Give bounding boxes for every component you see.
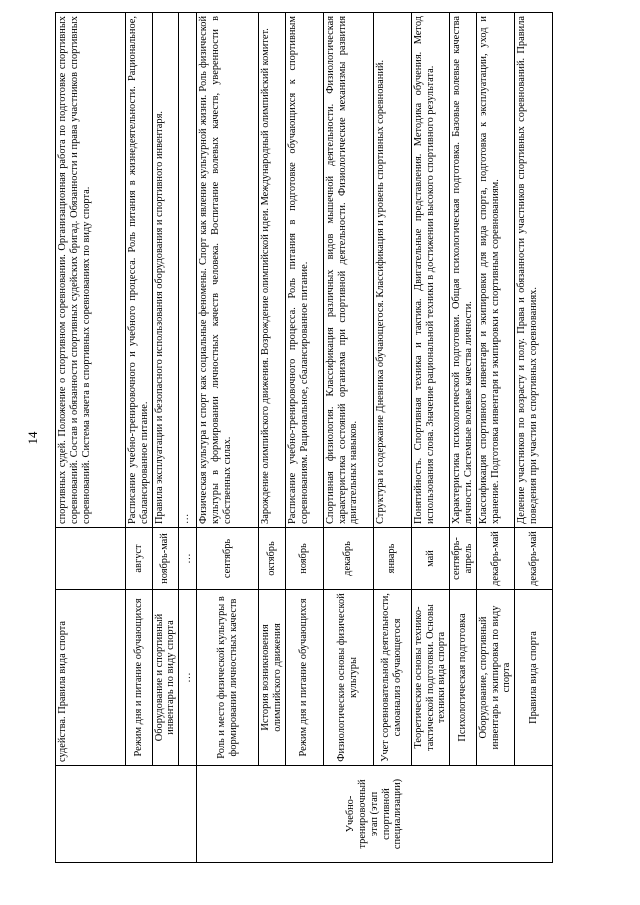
table-row — [126, 13, 153, 863]
topic-cell: Режим дня и питание обучающихся — [126, 590, 153, 766]
content-cell: спортивных судей. Положение о спортивном соревновании. Организационная работа по подготовке спортивных соревнований. Состав и обязанности спортивных судейских бригад. Обязанности и права участников спортивных соревнований. Система зачета в спортивных соревнованиях по виду спорта. — [56, 13, 126, 528]
topic-cell: судейства. Правила вида спорта — [56, 590, 126, 766]
content-cell: Физическая культура и спорт как социальные феномены. Спорт как явление культурной жизни. Роль физической культуры в формировании личностных качеств человека. Воспитание волевых качеств, уверенности в собственных силах. — [197, 13, 259, 528]
topic-cell: Оборудование и спортивный инвентарь по виду спорта — [152, 590, 179, 766]
topic-cell: … — [179, 590, 197, 766]
month-cell: ноябрь — [285, 528, 323, 590]
month-cell: октябрь — [259, 528, 286, 590]
month-cell: август — [126, 528, 153, 590]
stage-cell-continued — [56, 766, 197, 863]
content-cell: Расписание учебно-тренировочного и учебного процесса. Роль питания в жизнедеятельности. Рациональное, сбалансированное питание. — [126, 13, 153, 528]
content-cell: … — [179, 13, 197, 528]
topic-cell: История возникновения олимпийского движения — [259, 590, 286, 766]
content-cell: Характеристика психологической подготовки. Общая психологическая подготовка. Базовые волевые качества личности. Системные волевые качества личности. — [450, 13, 477, 528]
topic-cell: Правила вида спорта — [515, 590, 553, 766]
topic-cell: Режим дня и питание обучающихся — [285, 590, 323, 766]
table-row — [285, 13, 323, 863]
month-cell: январь — [373, 528, 411, 590]
table-row — [373, 13, 411, 863]
content-cell: Понятийность. Спортивная техника и тактика. Двигательные представления. Методика обучения. Метод использования слова. Значение рациональной техники в достижении высокого спортивного результата. — [411, 13, 449, 528]
table-row — [197, 13, 259, 863]
content-cell: Структура и содержание Дневника обучающегося. Классификация и уровень спортивных соревнований. — [373, 13, 411, 528]
month-cell: декабрь — [323, 528, 373, 590]
table-row — [56, 13, 126, 863]
table-row — [450, 13, 477, 863]
table-row — [259, 13, 286, 863]
content-cell: Классификация спортивного инвентаря и экипировки для вида спорта, подготовка к эксплуатации, уход и хранение. Подготовка инвентаря и экипировки к спортивным соревнованиям. — [476, 13, 514, 528]
table-row — [411, 13, 449, 863]
content-cell: Зарождение олимпийского движения. Возрождение олимпийской идеи. Международный олимпийский комитет. — [259, 13, 286, 528]
content-cell: Правила эксплуатации и безопасного использования оборудования и спортивного инвентаря. — [152, 13, 179, 528]
month-cell: май — [411, 528, 449, 590]
month-cell: ноябрь-май — [152, 528, 179, 590]
month-cell: сентябрь-апрель — [450, 528, 477, 590]
topic-cell: Роль и место физической культуры в формировании личностных качеств — [197, 590, 259, 766]
topic-cell: Теоретические основы технико-тактической подготовки. Основы техники вида спорта — [411, 590, 449, 766]
content-cell: Деление участников по возрасту и полу. Права и обязанности участников спортивных соревнований. Правила поведения при участии в спортивных соревнованиях. — [515, 13, 553, 528]
page-number: 14 — [25, 431, 40, 445]
topic-cell: Психологическая подготовка — [450, 590, 477, 766]
topic-cell: Учет соревновательной деятельности, самоанализ обучающегося — [373, 590, 411, 766]
stage-cell: Учебно-тренировочный этап (этап спортивной специализации) — [197, 766, 553, 863]
table-row — [179, 13, 197, 863]
topic-cell: Оборудование, спортивный инвентарь и экипировка по виду спорта — [476, 590, 514, 766]
content-cell: Расписание учебно-тренировочного процесса. Роль питания в подготовке обучающихся к спортивным соревнованиям. Рациональное, сбалансированное питание. — [285, 13, 323, 528]
month-cell: сентябрь — [197, 528, 259, 590]
rotated-page — [25, 13, 600, 863]
month-cell: декабрь-май — [515, 528, 553, 590]
table-row — [323, 13, 373, 863]
content-cell: Спортивная физиология. Классификация различных видов мышечной деятельности. Физиологическая характеристика состояний организма при спортивной деятельности. Физиологические механизмы развития двигательных навыков. — [323, 13, 373, 528]
table-row — [152, 13, 179, 863]
month-cell: … — [179, 528, 197, 590]
program-table — [55, 12, 553, 863]
month-cell — [56, 528, 126, 590]
table-row — [515, 13, 553, 863]
table-row — [476, 13, 514, 863]
month-cell: декабрь-май — [476, 528, 514, 590]
topic-cell: Физиологические основы физической культуры — [323, 590, 373, 766]
